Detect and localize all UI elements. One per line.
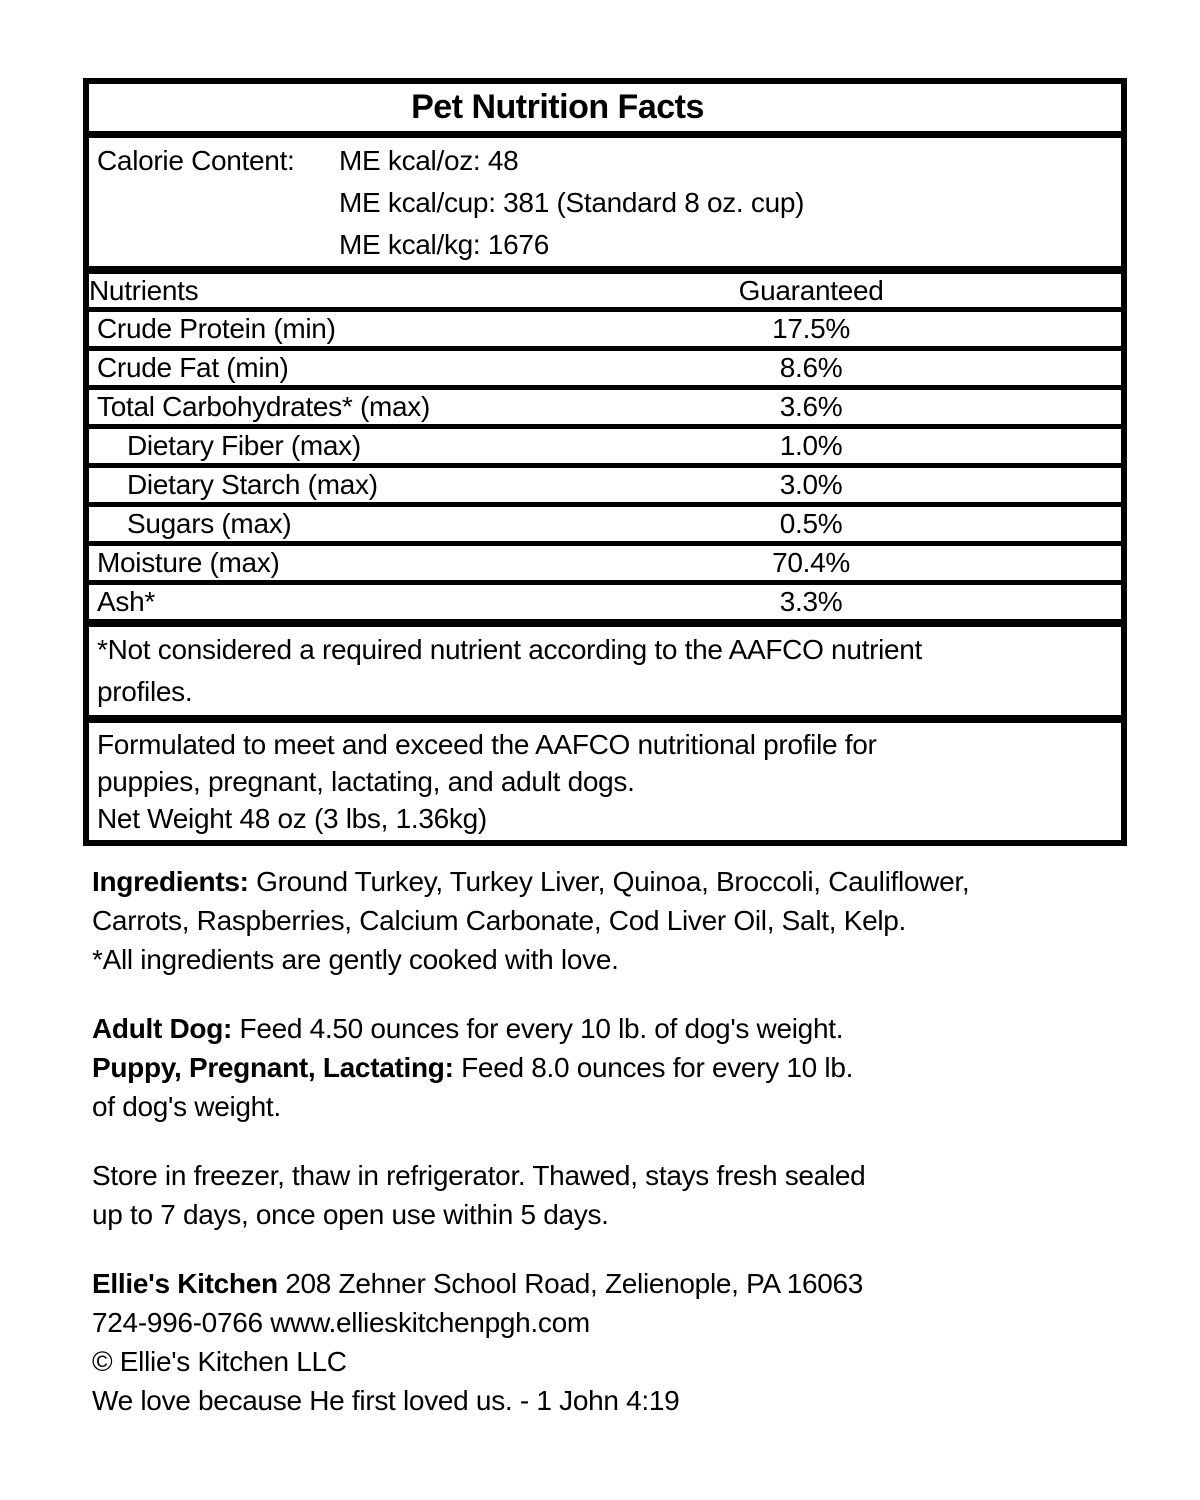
nutrient-name: Total Carbohydrates* (max) xyxy=(86,387,501,426)
net-weight: Net Weight 48 oz (3 lbs, 1.36kg) xyxy=(97,802,487,834)
nutrient-guaranteed-value: 3.3% xyxy=(501,582,1124,623)
verse-line: We love because He first loved us. - 1 John 4:19 xyxy=(92,1385,680,1416)
nutrient-guaranteed-value: 0.5% xyxy=(501,504,1124,543)
nutrient-row xyxy=(86,543,1124,582)
contact-paragraph xyxy=(92,1264,1127,1420)
nutrient-row xyxy=(86,582,1124,623)
puppy-label: Puppy, Pregnant, Lactating: xyxy=(92,1052,454,1083)
ingredients-line-1: Ingredients: Ground Turkey, Turkey Liver, Quinoa, Broccoli, Cauliflower, xyxy=(92,866,970,897)
brand-address-line: Ellie's Kitchen 208 Zehner School Road, Zelienople, PA 16063 xyxy=(92,1268,864,1299)
footnote-line-2: profiles. xyxy=(97,675,193,707)
calorie-content-label: Calorie Content: xyxy=(97,144,295,176)
puppy-line-continuation: of dog's weight. xyxy=(92,1091,281,1122)
nutrient-row xyxy=(86,348,1124,387)
copyright-line: © Ellie's Kitchen LLC xyxy=(92,1346,347,1377)
storage-paragraph xyxy=(92,1156,1127,1234)
nutrient-guaranteed-value: 3.0% xyxy=(501,465,1124,504)
nutrition-facts-table xyxy=(83,78,1127,846)
adult-dog-line: Adult Dog: Feed 4.50 ounces for every 10 lb. of dog's weight. xyxy=(92,1013,844,1044)
ingredients-line-2: Carrots, Raspberries, Calcium Carbonate, Cod Liver Oil, Salt, Kelp. xyxy=(92,905,907,936)
adult-dog-label: Adult Dog: xyxy=(92,1013,233,1044)
nutrient-name: Ash* xyxy=(86,582,501,623)
nutrient-name: Sugars (max) xyxy=(86,504,501,543)
nutrient-guaranteed-value: 8.6% xyxy=(501,348,1124,387)
storage-line-2: up to 7 days, once open use within 5 days. xyxy=(92,1199,609,1230)
nutrient-guaranteed-value: 1.0% xyxy=(501,426,1124,465)
brand-name: Ellie's Kitchen xyxy=(92,1268,278,1299)
ingredients-label: Ingredients: xyxy=(92,866,249,897)
footnote-line-1: *Not considered a required nutrient according to the AAFCO nutrient xyxy=(97,633,923,665)
nutrient-guaranteed-value: 70.4% xyxy=(501,543,1124,582)
nutrient-name: Dietary Fiber (max) xyxy=(86,426,501,465)
nutrient-name: Crude Fat (min) xyxy=(86,348,501,387)
calorie-line-kg: ME kcal/kg: 1676 xyxy=(339,228,549,260)
nutrient-name: Crude Protein (min) xyxy=(86,309,501,348)
label-body-copy xyxy=(92,862,1127,1450)
formulated-row xyxy=(86,719,1124,843)
nutrient-guaranteed-value: 3.6% xyxy=(501,387,1124,426)
formulated-line-2: puppies, pregnant, lactating, and adult dogs. xyxy=(97,765,635,797)
formulated-line-1: Formulated to meet and exceed the AAFCO nutritional profile for xyxy=(97,728,877,760)
nutrient-row xyxy=(86,465,1124,504)
ingredients-note: *All ingredients are gently cooked with love. xyxy=(92,944,619,975)
calorie-content-values xyxy=(339,140,804,266)
calorie-content-row xyxy=(86,134,1124,270)
guaranteed-column-header: Guaranteed xyxy=(501,270,1124,310)
feeding-paragraph xyxy=(92,1009,1127,1126)
nutrient-name: Dietary Starch (max) xyxy=(86,465,501,504)
nutrients-column-header: Nutrients xyxy=(86,270,501,310)
nutrients-body xyxy=(86,309,1124,623)
ingredients-paragraph xyxy=(92,862,1127,979)
nutrient-guaranteed-value: 17.5% xyxy=(501,309,1124,348)
page-title: Pet Nutrition Facts xyxy=(86,81,1124,134)
phone-web-line: 724-996-0766 www.ellieskitchenpgh.com xyxy=(92,1307,590,1338)
nutrient-row xyxy=(86,309,1124,348)
nutrient-row xyxy=(86,387,1124,426)
nutrient-row xyxy=(86,426,1124,465)
calorie-line-cup: ME kcal/cup: 381 (Standard 8 oz. cup) xyxy=(339,186,805,218)
footnote-row xyxy=(86,623,1124,719)
calorie-line-oz: ME kcal/oz: 48 xyxy=(339,144,519,176)
title-row xyxy=(86,81,1124,134)
nutrient-row xyxy=(86,504,1124,543)
nutrient-name: Moisture (max) xyxy=(86,543,501,582)
storage-line-1: Store in freezer, thaw in refrigerator. Thawed, stays fresh sealed xyxy=(92,1160,866,1191)
nutrients-header-row xyxy=(86,270,1124,310)
puppy-line: Puppy, Pregnant, Lactating: Feed 8.0 ounces for every 10 lb. xyxy=(92,1052,854,1083)
